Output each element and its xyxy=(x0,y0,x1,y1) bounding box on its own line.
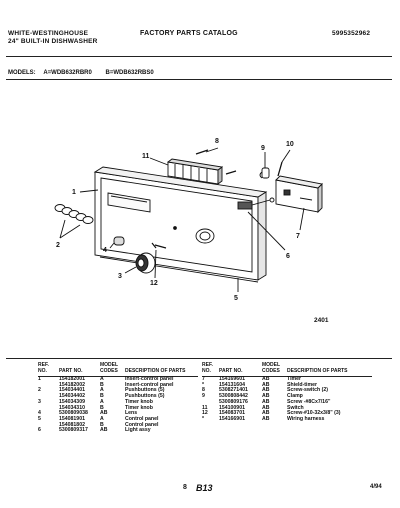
part-no-cell: 5300809038 xyxy=(59,410,88,417)
part-no-cell: 154131604 xyxy=(219,381,245,388)
model-code-cell: B xyxy=(100,404,104,411)
ref-no-cell: 7 xyxy=(202,376,205,382)
model-code-cell: AB xyxy=(262,404,270,411)
timer xyxy=(276,176,322,212)
model-code-cell: A xyxy=(100,376,104,382)
description-cell: Switch xyxy=(287,404,304,411)
ref-no-cell: 8 xyxy=(202,387,205,394)
col-description-right: DESCRIPTION OF PARTS xyxy=(287,363,372,377)
ref-no-cell: 12 xyxy=(202,410,208,417)
description-cell: Lens xyxy=(125,410,138,417)
header-rule xyxy=(6,56,392,57)
brand-line-2: 24" BUILT-IN DISHWASHER xyxy=(8,38,98,45)
callout-2: 2 xyxy=(56,242,60,249)
part-no-cell: 154081802 xyxy=(59,421,85,428)
description-cell: Screw-#10-32x3/8" (3) xyxy=(287,410,341,417)
part-no-cell: 154034310 xyxy=(59,404,85,411)
model-b: B=WDB632RBS0 xyxy=(105,70,154,76)
callout-1: 1 xyxy=(72,189,76,196)
models-label: MODELS: xyxy=(8,70,36,76)
part-no-cell: 154034401 xyxy=(59,387,85,394)
ref-no-cell: 4 xyxy=(38,410,41,417)
catalog-number: 5995352962 xyxy=(332,30,371,37)
description-cell: Screw-switch (2) xyxy=(287,387,328,394)
part-no-cell: 5300809176 xyxy=(219,398,248,405)
brand-line-1: WHITE-WESTINGHOUSE xyxy=(8,30,89,37)
part-no-cell: 154083701 xyxy=(219,410,245,417)
model-code-cell: B xyxy=(100,393,104,400)
callout-3: 3 xyxy=(118,273,122,280)
screw-10 xyxy=(278,162,282,176)
part-no-cell: 5300809317 xyxy=(59,427,88,434)
control-panel xyxy=(95,167,266,282)
model-code-cell: B xyxy=(100,381,104,388)
col-model-codes: MODEL CODES xyxy=(100,363,125,377)
lens xyxy=(114,237,124,245)
col-model-codes-right: MODEL CODES xyxy=(262,363,287,377)
diagram-reference-code: 2401 xyxy=(314,317,329,324)
leader-7 xyxy=(300,208,304,230)
part-no-cell: 154034402 xyxy=(59,393,85,400)
col-part-no-right: PART NO. xyxy=(219,363,262,377)
description-cell: Timer xyxy=(287,376,302,382)
parts-table-left xyxy=(38,363,198,434)
callout-10: 10 xyxy=(286,141,294,148)
col-ref-no: REF. NO. xyxy=(38,363,59,377)
ref-no-cell: 2 xyxy=(38,387,41,394)
model-code-cell: A xyxy=(100,387,104,394)
description-cell: Control panel xyxy=(125,416,159,423)
callout-7: 7 xyxy=(296,233,300,240)
description-cell: Light assy xyxy=(125,427,151,434)
model-code-cell: A xyxy=(100,416,104,423)
col-part-no: PART NO. xyxy=(59,363,100,377)
model-code-cell: AB xyxy=(100,410,108,417)
callout-4: 4 xyxy=(103,247,107,254)
table-top-rule xyxy=(6,358,392,359)
ref-no-cell: * xyxy=(202,416,205,423)
model-code-cell: AB xyxy=(262,376,270,382)
callout-8: 8 xyxy=(215,138,219,145)
col-ref-no-right: REF. NO. xyxy=(202,363,219,377)
leader-3 xyxy=(125,267,136,273)
part-no-cell: 154034309 xyxy=(59,398,85,405)
model-a: A=WDB632RBR0 xyxy=(43,70,92,76)
timer-knob xyxy=(136,253,155,273)
pushbuttons xyxy=(55,205,93,224)
leader-10 xyxy=(282,150,290,162)
model-code-cell: A xyxy=(100,398,104,405)
model-code-cell: AB xyxy=(100,427,108,434)
footer-section: 8 xyxy=(183,484,187,491)
model-code-cell: AB xyxy=(262,387,270,394)
part-no-cell: 5300808442 xyxy=(219,393,248,400)
leader-11 xyxy=(150,158,168,165)
model-code-cell: B xyxy=(100,421,104,428)
catalog-title: FACTORY PARTS CATALOG xyxy=(140,30,238,37)
description-cell: Pushbuttons (5) xyxy=(125,393,165,400)
ref-no-cell: 9 xyxy=(202,393,205,400)
description-cell: Timer knob xyxy=(125,404,153,411)
footer-page: B13 xyxy=(196,483,213,493)
callout-12: 12 xyxy=(150,280,158,287)
models-line xyxy=(8,70,154,76)
model-code-cell: AB xyxy=(262,416,270,423)
description-cell: Timer knob xyxy=(125,398,153,405)
footer-date: 4/94 xyxy=(370,484,382,490)
ref-no-cell: 5 xyxy=(38,416,41,423)
callout-11: 11 xyxy=(142,153,150,160)
ref-no-cell: 3 xyxy=(38,398,41,405)
part-no-cell: 154166901 xyxy=(219,416,245,423)
callout-9: 9 xyxy=(261,145,265,152)
callout-5: 5 xyxy=(234,295,238,302)
description-cell: Control panel xyxy=(125,421,159,428)
ref-no-cell: 11 xyxy=(202,404,208,411)
part-no-cell: 154182002 xyxy=(59,381,85,388)
col-description: DESCRIPTION OF PARTS xyxy=(125,363,198,377)
exploded-parts-diagram xyxy=(0,80,400,320)
description-cell: Shield-timer xyxy=(287,381,317,388)
table-row xyxy=(202,417,372,423)
callout-6: 6 xyxy=(286,253,290,260)
description-cell: Wiring harness xyxy=(287,416,325,423)
part-no-cell: 154169601 xyxy=(219,376,245,382)
clamp xyxy=(260,168,269,178)
ref-no-cell: 1 xyxy=(38,376,41,382)
parts-table-right xyxy=(202,363,372,423)
part-no-cell: 154182001 xyxy=(59,376,85,382)
part-no-cell: 5308271401 xyxy=(219,387,248,394)
part-no-cell: 154081901 xyxy=(59,416,85,423)
description-cell: Screw -#8Cx7/16" xyxy=(287,398,331,405)
description-cell: Insert-control panel xyxy=(125,381,174,388)
description-cell: Insert-control panel xyxy=(125,376,174,382)
part-no-cell: 154100901 xyxy=(219,404,245,411)
model-code-cell: AB xyxy=(262,393,270,400)
table-row xyxy=(38,428,198,434)
ref-no-cell: 6 xyxy=(38,427,41,434)
model-code-cell: AB xyxy=(262,381,270,388)
description-cell: Pushbuttons (5) xyxy=(125,387,165,394)
description-cell: Clamp xyxy=(287,393,303,400)
model-code-cell: AB xyxy=(262,410,270,417)
model-code-cell: AB xyxy=(262,398,270,405)
ref-no-cell: * xyxy=(202,381,205,388)
